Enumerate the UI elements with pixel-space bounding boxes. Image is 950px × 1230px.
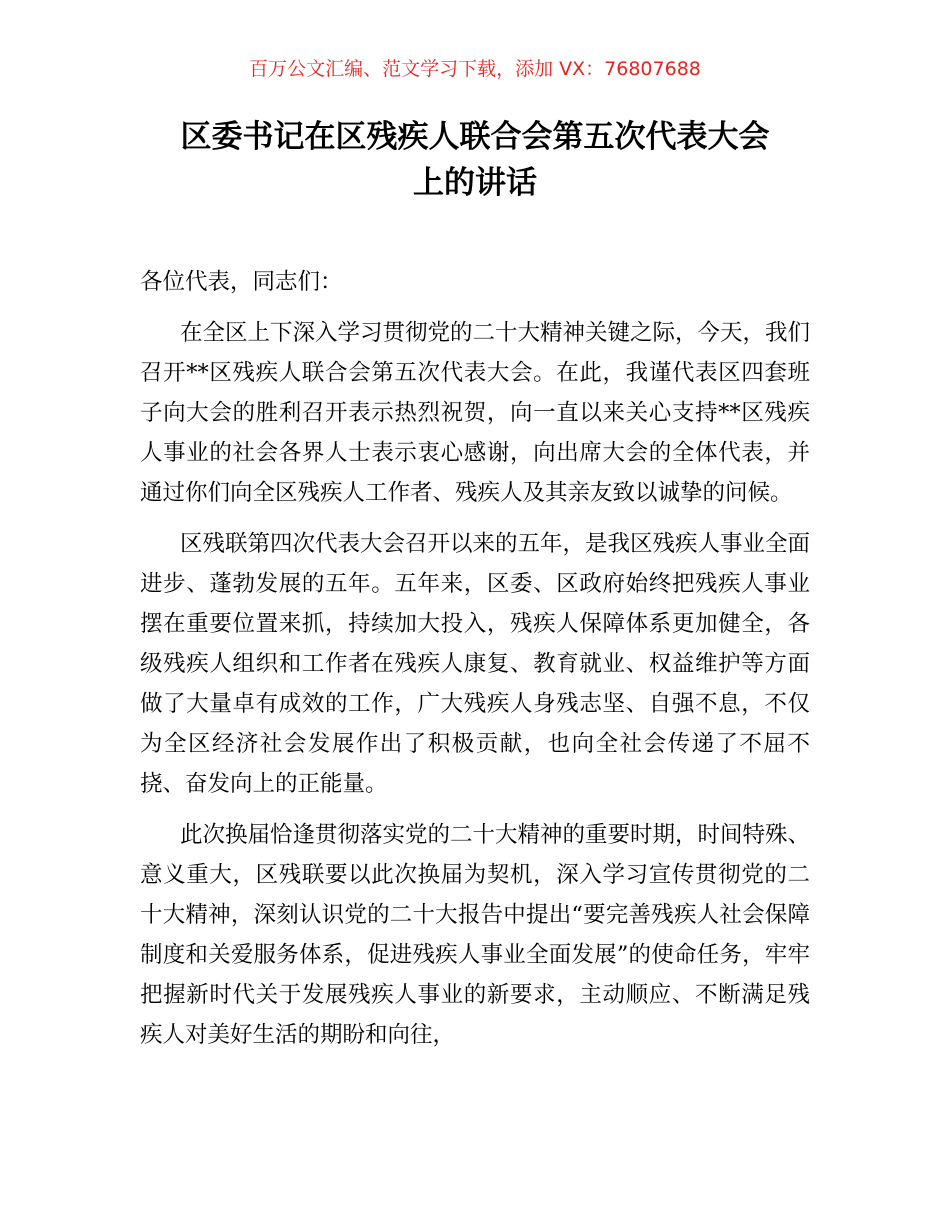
paragraph-2: 区残联第四次代表大会召开以来的五年，是我区残疾人事业全面进步、蓬勃发展的五年。五年来，区委、区政府始终把残疾人事业摆在重要位置来抓，持续加大投入，残疾人保障体系更加健全，各级残疾人组织和工作者在残疾人康复、教育就业、权益维护等方面做了大量卓有成效的工作，广大残疾人身残志坚、自强不息，不仅为全区经济社会发展作出了积极贡献，也向全社会传递了不屈不挠、奋发向上的正能量。 bbox=[140, 531, 811, 797]
document-body bbox=[140, 262, 810, 1066]
paragraph-1: 在全区上下深入学习贯彻党的二十大精神关键之际，今天，我们召开**区残疾人联合会第五次代表大会。在此，我谨代表区四套班子向大会的胜利召开表示热烈祝贺，向一直以来关心支持**区残疾人事业的社会各界人士表示衷心感谢，向出席大会的全体代表，并通过你们向全区残疾人工作者、残疾人及其亲友致以诚挚的问候。 bbox=[140, 320, 811, 506]
paragraph-3: 此次换届恰逢贯彻落实党的二十大精神的重要时期，时间特殊、意义重大，区残联要以此次换届为契机，深入学习宣传贯彻党的二十大精神，深刻认识党的二十大报告中提出“要完善残疾人社会保障制度和关爱服务体系，促进残疾人事业全面发展”的使命任务，牢牢把握新时代关于发展残疾人事业的新要求，主动顺应、不断满足残疾人对美好生活的期盼和向往， bbox=[140, 822, 811, 1048]
document-title bbox=[140, 114, 810, 206]
salutation: 各位代表，同志们： bbox=[140, 269, 343, 295]
document-title-line-1: 区委书记在区残疾人联合会第五次代表大会 bbox=[180, 119, 770, 155]
document-title-line-2: 上的讲话 bbox=[413, 165, 537, 201]
header-contact-note: 百万公文汇编、范文学习下载，添加 VX：76807688 bbox=[249, 58, 701, 80]
